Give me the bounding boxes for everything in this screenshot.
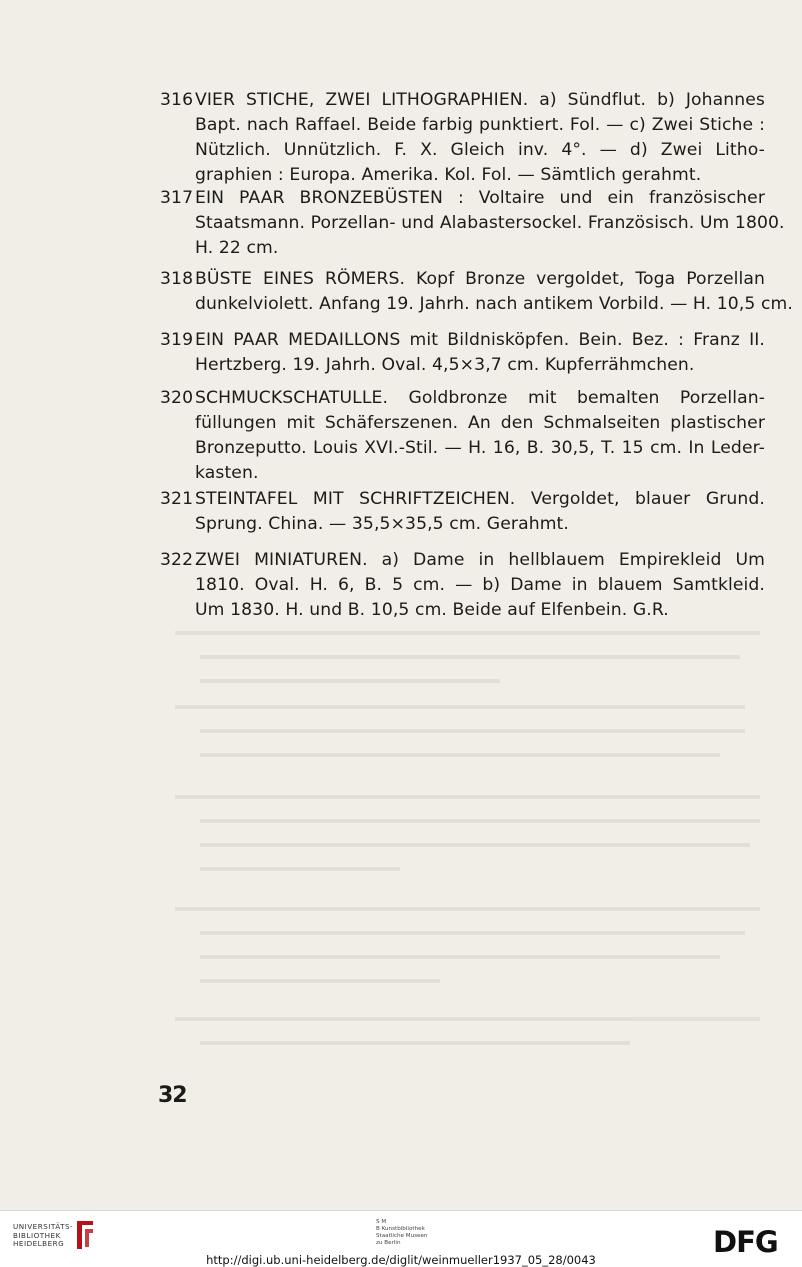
entry-line: STEINTAFEL MIT SCHRIFTZEICHEN. Vergoldet, blauer Grund. (195, 489, 765, 509)
entry-line: Hertzberg. 19. Jahrh. Oval. 4,5×3,7 cm. Kupferrähmchen. (195, 355, 695, 375)
lot-number: 320 (160, 388, 194, 408)
catalog-entry-319 (160, 328, 765, 378)
lot-number: 319 (160, 330, 194, 350)
university-library-label (13, 1223, 73, 1249)
catalog-entry-318 (160, 267, 793, 317)
show-through-lines (160, 625, 760, 1065)
entry-line: Nützlich. Unnützlich. F. X. Gleich inv. 4°. — d) Zwei Litho- (195, 140, 765, 160)
smb-kunstbibliothek-label (376, 1219, 427, 1247)
lot-number: 318 (160, 269, 194, 289)
entry-line: Staatsmann. Porzellan- und Alabastersockel. Französisch. Um 1800. (195, 213, 785, 233)
entry-line: kasten. (195, 463, 259, 483)
smb-line: zu Berlin (376, 1240, 401, 1246)
smb-line: S M (376, 1219, 387, 1225)
page-number: 32 (158, 1083, 187, 1108)
catalog-entry-316 (160, 88, 765, 188)
dfg-logo: DFG (713, 1225, 778, 1259)
entry-line: SCHMUCKSCHATULLE. Goldbronze mit bemalten Porzellan- (195, 388, 765, 408)
entry-line: Bapt. nach Raffael. Beide farbig punktiert. Fol. — c) Zwei Stiche : (195, 115, 765, 135)
catalog-entry-317 (160, 186, 785, 261)
entry-line: Um 1830. H. und B. 10,5 cm. Beide auf Elfenbein. G.R. (195, 600, 669, 620)
entry-line: 1810. Oval. H. 6, B. 5 cm. — b) Dame in blauem Samtkleid. (195, 575, 765, 595)
uni-line: BIBLIOTHEK (13, 1230, 61, 1240)
lot-number: 322 (160, 550, 194, 570)
smb-line: B Kunstbibliothek (376, 1226, 425, 1232)
footer-bar (0, 1210, 802, 1267)
entry-line: ZWEI MINIATUREN. a) Dame in hellblauem Empirekleid Um (195, 550, 765, 570)
entry-line: H. 22 cm. (195, 238, 279, 258)
entry-line: dunkelviolett. Anfang 19. Jahrh. nach antikem Vorbild. — H. 10,5 cm. (195, 294, 793, 314)
entry-line: EIN PAAR BRONZEBÜSTEN : Voltaire und ein französischer (195, 188, 765, 208)
catalog-entry-320 (160, 386, 765, 486)
entry-line: BÜSTE EINES RÖMERS. Kopf Bronze vergoldet, Toga Porzellan (195, 269, 765, 289)
entry-line: Sprung. China. — 35,5×35,5 cm. Gerahmt. (195, 514, 569, 534)
entry-line: füllungen mit Schäferszenen. An den Schmalseiten plastischer (195, 413, 765, 433)
heidelberg-logo-icon (73, 1217, 97, 1253)
uni-line: HEIDELBERG (13, 1239, 65, 1248)
catalog-entry-322 (160, 548, 765, 623)
entry-line: VIER STICHE, ZWEI LITHOGRAPHIEN. a) Sündflut. b) Johannes (195, 90, 765, 110)
uni-line: UNIVERSITÄTS- (13, 1222, 74, 1231)
entry-line: EIN PAAR MEDAILLONS mit Bildnisköpfen. Bein. Bez. : Franz II. (195, 330, 765, 350)
entry-line: graphien : Europa. Amerika. Kol. Fol. — Sämtlich gerahmt. (195, 165, 702, 185)
entry-line: Bronzeputto. Louis XVI.-Stil. — H. 16, B. 30,5, T. 15 cm. In Leder- (195, 438, 765, 458)
lot-number: 316 (160, 90, 194, 110)
smb-line: Staatliche Museen (376, 1233, 428, 1239)
source-url-link[interactable]: http://digi.ub.uni-heidelberg.de/diglit/weinmueller1937_05_28/0043 (206, 1253, 596, 1267)
lot-number: 321 (160, 489, 194, 509)
lot-number: 317 (160, 188, 194, 208)
catalog-entry-321 (160, 487, 765, 537)
